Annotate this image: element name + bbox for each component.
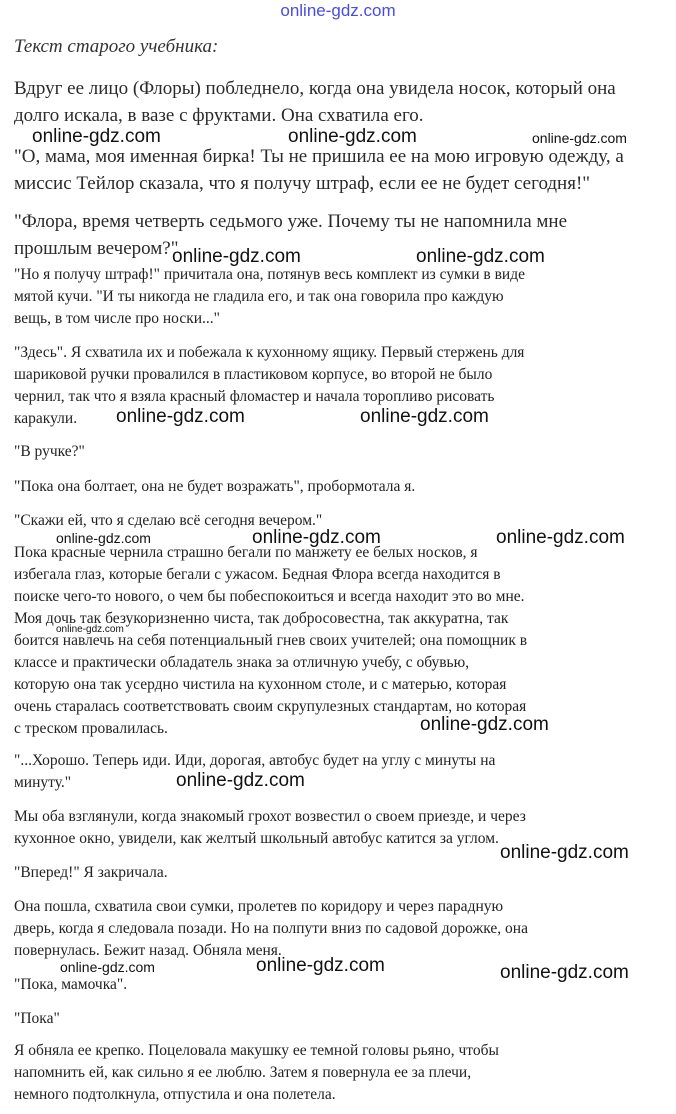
text-line: "Пока" [14, 1010, 60, 1027]
text-line: с треском провалилась. [14, 720, 168, 737]
text-line: Я обняла ее крепко. Поцеловала макушку ее темной головы рьяно, чтобы [14, 1042, 499, 1059]
text-line: которую она так усердно чистила на кухонном столе, и с матерью, которая [14, 676, 507, 693]
text-line: чернил, так что я взяла красный фломастер и начала торопливо рисовать [14, 388, 495, 405]
watermark: online-gdz.com [416, 246, 545, 267]
text-line: "Вперед!" Я закричала. [14, 864, 168, 881]
text-line: Пока красные чернила страшно бегали по манжету ее белых носков, я [14, 544, 478, 561]
text-line: боится навлечь на себя потенциальный гнев своих учителей; она помощник в [14, 632, 528, 649]
watermark: online-gdz.com [288, 126, 417, 147]
text-line: "Пока она болтает, она не будет возражать", пробормотала я. [14, 478, 416, 495]
watermark: online-gdz.com [56, 530, 151, 546]
text-line: вещь, в том числе про носки..." [14, 310, 220, 327]
watermark: online-gdz.com [532, 130, 627, 146]
watermark: online-gdz.com [56, 624, 124, 635]
text-line: мятой кучи. "И ты никогда не гладила его, и так она говорила про каждую [14, 288, 504, 305]
text-line: прошлым вечером?" [14, 238, 179, 259]
text-line: "Скажи ей, что я сделаю всё сегодня вечером." [14, 512, 323, 529]
text-line: напомнить ей, как сильно я ее люблю. Затем я повернула ее за плечи, [14, 1064, 472, 1081]
watermark: online-gdz.com [500, 962, 629, 983]
text-line: Она пошла, схватила свои сумки, пролетев по коридору и через парадную [14, 898, 504, 915]
text-line: шариковой ручки провалился в пластиковом корпусе, во второй не было [14, 366, 493, 383]
watermark: online-gdz.com [176, 770, 305, 791]
text-line: долго искала, в вазе с фруктами. Она схватила его. [14, 105, 424, 126]
text-line: каракули. [14, 410, 78, 427]
text-line: минуту." [14, 774, 72, 791]
watermark: online-gdz.com [32, 126, 161, 147]
text-line: "О, мама, моя именная бирка! Ты не пришила ее на мою игровую одежду, а [14, 146, 624, 167]
watermark: online-gdz.com [252, 527, 381, 548]
header-watermark: online-gdz.com [280, 1, 396, 20]
text-line: "Но я получу штраф!" причитала она, потянув весь комплект из сумки в виде [14, 266, 525, 283]
text-line: очень старалась соответствовать своим скрупулезных стандартам, но которая [14, 698, 527, 715]
watermark: online-gdz.com [500, 842, 629, 863]
text-line: "В ручке?" [14, 443, 85, 460]
watermark: online-gdz.com [420, 714, 549, 735]
document-title: Текст старого учебника: [14, 36, 219, 57]
text-line: "...Хорошо. Теперь иди. Иди, дорогая, автобус будет на углу с минуты на [14, 752, 496, 769]
text-line: "Пока, мамочка". [14, 976, 128, 993]
text-line: поиске чего-то нового, о чем бы побеспокоиться и всегда находит это во мне. [14, 588, 525, 605]
text-line: повернулась. Бежит назад. Обняла меня. [14, 942, 282, 959]
watermark: online-gdz.com [360, 406, 489, 427]
text-line: классе и практически обладатель знака за отличную учебу, с обувью, [14, 654, 470, 671]
watermark: online-gdz.com [172, 246, 301, 267]
text-line: немного подтолкнула, отпустила и она полетела. [14, 1086, 336, 1103]
text-line: Мы оба взглянули, когда знакомый грохот возвестил о своем приезде, и через [14, 808, 526, 825]
text-line: избегала глаз, которые бегали с ужасом. Бедная Флора всегда находится в [14, 566, 501, 583]
text-line: Вдруг ее лицо (Флоры) побледнело, когда она увидела носок, который она [14, 78, 616, 99]
watermark: online-gdz.com [60, 959, 155, 975]
text-line: миссис Тейлор сказала, что я получу штраф, если ее не будет сегодня!" [14, 173, 591, 194]
watermark: online-gdz.com [496, 527, 625, 548]
text-line: дверь, когда я следовала позади. Но на полпути вниз по садовой дорожке, она [14, 920, 528, 937]
text-line: "Флора, время четверть седьмого уже. Почему ты не напомнила мне [14, 211, 568, 232]
watermark: online-gdz.com [256, 955, 385, 976]
text-line: кухонное окно, увидели, как желтый школьный автобус катится за углом. [14, 830, 499, 847]
text-line: Моя дочь так безукоризненно чиста, так добросовестна, так аккуратна, так [14, 610, 509, 627]
text-line: "Здесь". Я схватила их и побежала к кухонному ящику. Первый стержень для [14, 344, 525, 361]
watermark: online-gdz.com [116, 406, 245, 427]
